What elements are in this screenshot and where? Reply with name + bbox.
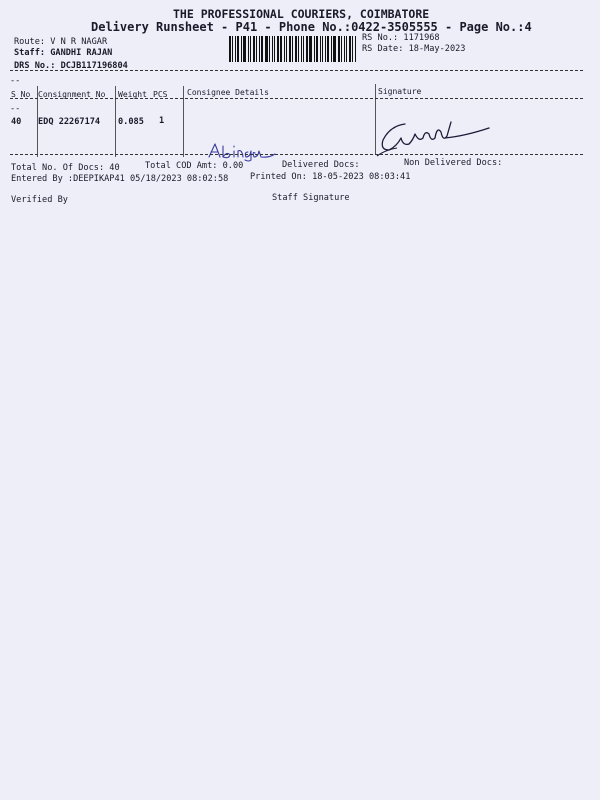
separator-dashes: -- (10, 104, 21, 114)
barcode-bar (327, 36, 329, 62)
col-header-consignee: Consignee Details (187, 88, 269, 97)
barcode-bar (232, 36, 233, 62)
barcode-bar (346, 36, 347, 62)
col-header-consignment: Consignment No (38, 90, 106, 99)
company-title: THE PROFESSIONAL COURIERS, COIMBATORE (173, 7, 430, 21)
barcode-bar (309, 36, 312, 62)
barcode-bar (322, 36, 323, 62)
separator-line (10, 70, 583, 71)
row-weight: 0.085 (118, 117, 144, 127)
handwritten-consignee-name (205, 138, 285, 162)
delivered-docs: Delivered Docs: (282, 160, 360, 170)
column-rule (115, 86, 116, 157)
barcode-bar (292, 36, 293, 62)
barcode-bar (229, 36, 231, 62)
row-sno: 40 (11, 117, 22, 127)
printed-on: Printed On: 18-05-2023 08:03:41 (250, 172, 411, 182)
non-delivered-docs: Non Delivered Docs: (404, 158, 503, 168)
row-pcs: 1 (159, 116, 165, 126)
barcode-bar (333, 36, 336, 62)
barcode-bar (256, 36, 257, 62)
staff-label: Staff: GANDHI RAJAN (14, 48, 113, 58)
barcode-bar (269, 36, 270, 62)
barcode-bar (306, 36, 308, 62)
verified-by: Verified By (11, 195, 68, 205)
total-cod: Total COD Amt: 0.00 (145, 161, 244, 171)
barcode-bar (303, 36, 304, 62)
barcode-bar (259, 36, 260, 62)
table-bottom-line (10, 154, 583, 155)
barcode-bar (286, 36, 287, 62)
total-docs: Total No. Of Docs: 40 (11, 163, 120, 173)
barcode-bar (265, 36, 268, 62)
barcode-bar (250, 36, 251, 62)
entered-by: Entered By :DEEPIKAP41 05/18/2023 08:02:58 (11, 174, 229, 184)
rs-date: RS Date: 18-May-2023 (362, 44, 466, 54)
staff-signature-label: Staff Signature (272, 193, 350, 203)
barcode-bar (284, 36, 285, 62)
barcode-bar (295, 36, 297, 62)
barcode-bar (261, 36, 263, 62)
col-header-weight: Weight (118, 90, 147, 99)
barcode-bar (253, 36, 255, 62)
barcode (229, 36, 357, 62)
barcode-bar (280, 36, 282, 62)
barcode-bar (352, 36, 353, 62)
route-label: Route: V N R NAGAR (14, 37, 108, 47)
barcode-bar (277, 36, 279, 62)
separator-dashes: -- (10, 76, 21, 86)
col-header-pcs: PCS (153, 90, 168, 99)
barcode-bar (341, 36, 342, 62)
barcode-bar (298, 36, 299, 62)
column-rule (183, 86, 184, 157)
barcode-bar (331, 36, 332, 62)
barcode-bar (248, 36, 249, 62)
header-underline (10, 98, 583, 99)
barcode-bar (349, 36, 351, 62)
barcode-bar (316, 36, 318, 62)
barcode-bar (314, 36, 315, 62)
drs-number: DRS No.: DCJB117196804 (14, 61, 128, 71)
col-header-signature: Signature (378, 87, 422, 96)
barcode-bar (274, 36, 275, 62)
barcode-bar (325, 36, 326, 62)
barcode-bar (243, 36, 246, 62)
barcode-bar (338, 36, 340, 62)
rs-number: RS No.: 1171968 (362, 33, 440, 43)
barcode-bar (241, 36, 242, 62)
barcode-bar (355, 36, 356, 62)
barcode-bar (301, 36, 302, 62)
barcode-bar (237, 36, 239, 62)
col-header-sno: S No (11, 90, 31, 99)
barcode-bar (320, 36, 321, 62)
barcode-bar (235, 36, 236, 62)
runsheet-subtitle: Delivery Runsheet - P41 - Phone No.:0422-3505555 - Page No.:4 (91, 20, 532, 34)
row-consignment: EDQ 22267174 (38, 117, 101, 127)
barcode-bar (289, 36, 292, 62)
barcode-bar (272, 36, 273, 62)
barcode-bar (344, 36, 345, 62)
recipient-signature (375, 116, 495, 158)
